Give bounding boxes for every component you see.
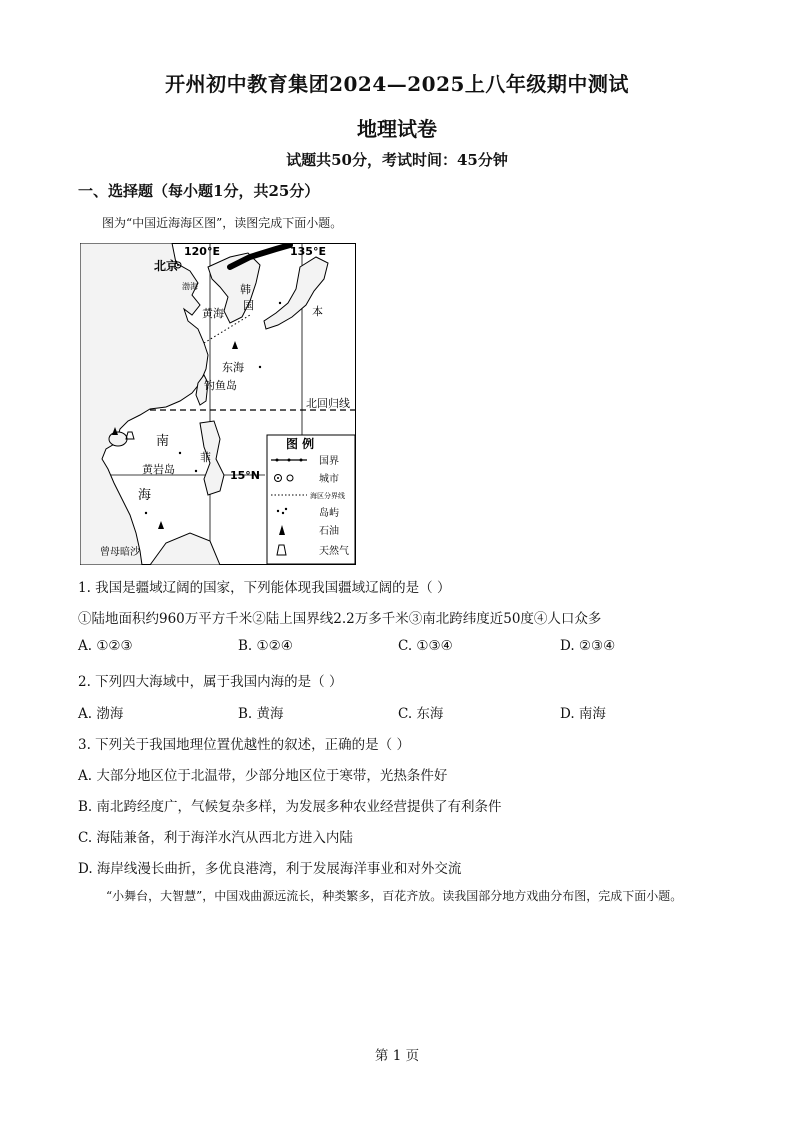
exam-info: 试题共50分，考试时间：45分钟 [286,151,508,169]
diaoyu-label: 钓鱼岛 [204,379,237,392]
huangyan-label: 黄岩岛 [142,463,175,476]
lon-120-label: 120°E [184,245,220,258]
question-1-option-c[interactable]: C. ①③④ [398,638,453,654]
japan-label: 本 [312,305,323,318]
island-dot [259,366,261,368]
huanghai-label: 黄海 [202,307,224,320]
legend-title: 图 例 [286,437,315,451]
question-3-option-c[interactable]: C. 海陆兼备，利于海洋水汽从西北方进入内陆 [78,830,353,846]
nan-label: 南 [156,434,170,449]
map-intro: 图为“中国近海海区图”，读图完成下面小题。 [102,216,343,230]
section-heading: 一、选择题（每小题1分，共25分） [78,182,320,200]
question-2-stem: 2. 下列四大海域中，属于我国内海的是（ ） [78,674,343,690]
hai-label: 海 [138,488,152,503]
legend-item-gas: 天然气 [319,546,349,557]
zengmu-label: 曾母暗沙 [100,547,140,558]
tropic-label: 北回归线 [306,397,350,410]
exam-subject: 地理试卷 [357,117,437,141]
question-3-option-d[interactable]: D. 海岸线漫长曲折，多优良港湾，利于发展海洋事业和对外交流 [78,861,462,877]
philippines-label: 菲 [200,451,211,464]
beijing-label: 北京 [154,259,179,273]
question-2-option-a[interactable]: A. 渤海 [78,706,124,722]
opera-intro: “小舞台，大智慧”，中国戏曲源远流长，种类繁多，百花齐放。读我国部分地方戏曲分布图，完成下面小题。 [106,889,683,903]
legend-item-city: 城市 [319,474,339,485]
island-dot [195,470,197,472]
question-1-option-a[interactable]: A. ①②③ [78,638,133,654]
china-sea-map [80,243,356,565]
legend-item-oil: 石油 [319,526,339,537]
island-dot [279,302,281,304]
map-legend [267,435,355,564]
question-3-option-a[interactable]: A. 大部分地区位于北温带，少部分地区位于寒带，光热条件好 [78,768,448,784]
question-1-option-d[interactable]: D. ②③④ [560,638,616,654]
question-3-option-b[interactable]: B. 南北跨经度广，气候复杂多样，为发展多种农业经营提供了有利条件 [78,799,502,815]
question-1-stem: 1. 我国是疆域辽阔的国家，下列能体现我国疆域辽阔的是（ ） [78,580,451,596]
island-dot [145,512,147,514]
korea-label-1: 韩 [240,283,251,296]
korea-label-2: 国 [243,299,254,312]
lat-15-label: 15°N [230,469,261,482]
exam-title: 开州初中教育集团2024—2025上八年级期中测试 [165,72,629,96]
question-2-option-b[interactable]: B. 黄海 [238,706,284,722]
question-2-option-d[interactable]: D. 南海 [560,706,606,722]
legend-item-island: 岛屿 [319,508,339,519]
hainan [109,432,127,446]
legend-item-border: 国界 [319,456,339,467]
bohai-label: 渤海 [182,282,198,291]
lon-135-label: 135°E [290,245,326,258]
question-2-option-c[interactable]: C. 东海 [398,706,444,722]
donghai-label: 东海 [222,361,244,374]
legend-item-sea-boundary: 海区分界线 [310,492,345,500]
page-number: 第 1 页 [374,1048,420,1064]
question-3-stem: 3. 下列关于我国地理位置优越性的叙述，正确的是（ ） [78,737,410,753]
island-dot [179,452,181,454]
question-1-statements: ①陆地面积约960万平方千米②陆上国界线2.2万多千米③南北跨纬度近50度④人口众多 [78,611,602,627]
question-1-option-b[interactable]: B. ①②④ [238,638,293,654]
